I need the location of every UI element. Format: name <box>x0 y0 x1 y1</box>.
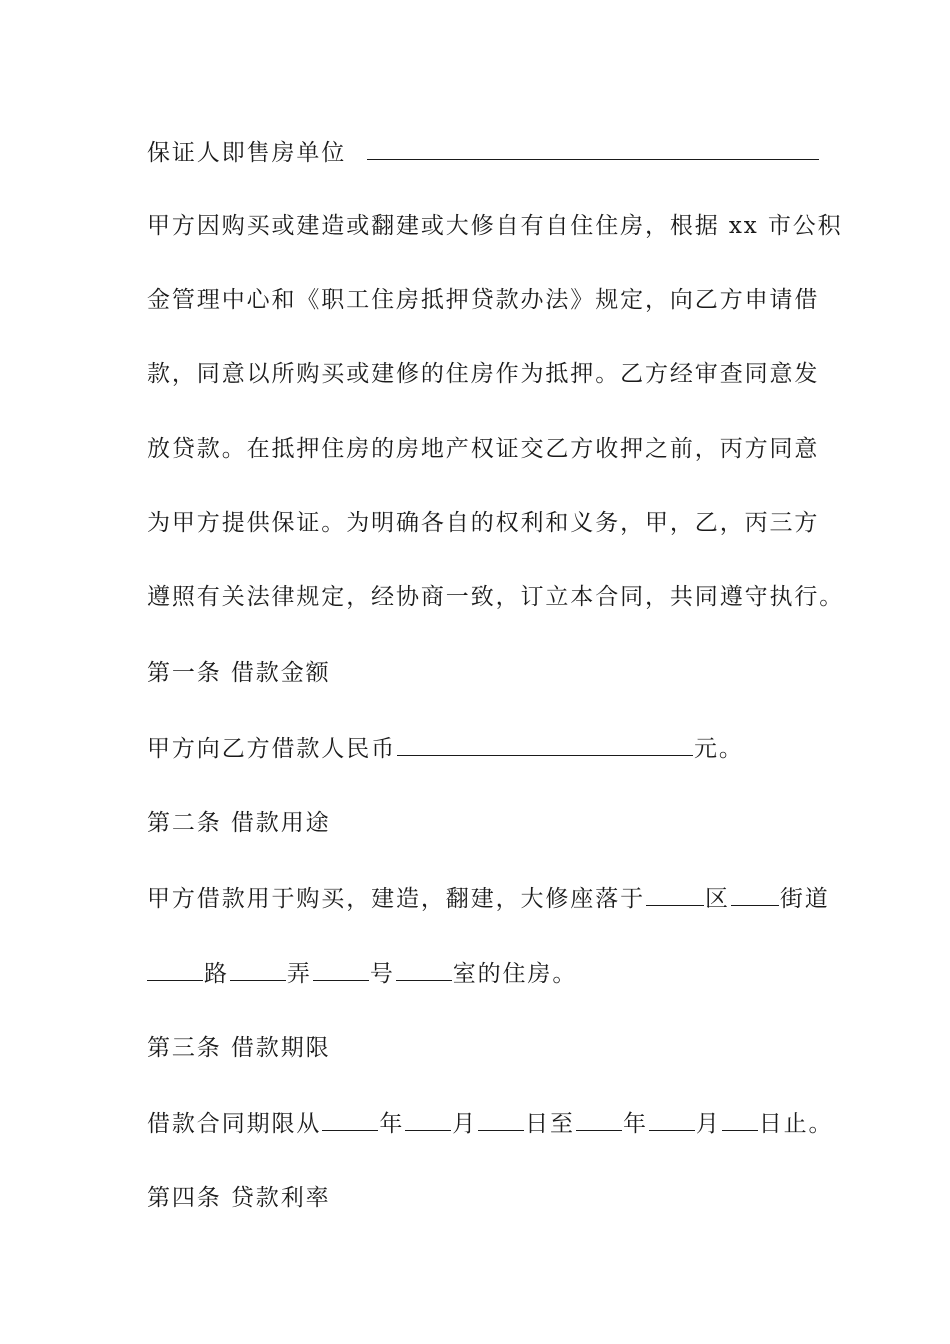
article1-text-after: 元。 <box>694 736 744 762</box>
preamble-line-5: 为甲方提供保证。为明确各自的权利和义务，甲，乙，丙三方 <box>147 510 820 536</box>
article2-line-2 <box>147 958 807 989</box>
room-suffix: 室的住房。 <box>452 961 578 987</box>
end-year-label: 年 <box>622 1111 648 1137</box>
article4-heading: 第四条 贷款利率 <box>147 1185 331 1211</box>
lane-label: 弄 <box>286 961 312 987</box>
end-day-label: 日止。 <box>758 1111 834 1137</box>
article3-term-line <box>147 1108 834 1139</box>
preamble-line-6: 遵照有关法律规定，经协商一致，订立本合同，共同遵守执行。 <box>147 584 845 610</box>
article3-heading: 第三条 借款期限 <box>147 1035 331 1061</box>
preamble-line-1: 甲方因购买或建造或翻建或大修自有自住住房，根据 xx 市公积 <box>147 213 843 239</box>
lane-blank[interactable] <box>230 958 286 981</box>
start-day-blank[interactable] <box>478 1108 524 1131</box>
district-label: 区 <box>705 886 730 912</box>
preamble-line-4: 放贷款。在抵押住房的房地产权证交乙方收押之前，丙方同意 <box>147 436 820 462</box>
article1-text-before: 甲方向乙方借款人民币 <box>147 736 396 762</box>
end-month-label: 月 <box>695 1111 721 1137</box>
end-month-blank[interactable] <box>649 1108 695 1131</box>
district-blank[interactable] <box>646 883 704 906</box>
article1-text <box>147 733 807 764</box>
article1-heading: 第一条 借款金额 <box>147 660 331 686</box>
road-blank[interactable] <box>147 958 203 981</box>
guarantor-line <box>147 137 807 168</box>
street-label: 街道 <box>779 886 830 912</box>
end-day-blank[interactable] <box>722 1108 758 1131</box>
room-blank[interactable] <box>396 958 452 981</box>
start-year-label: 年 <box>379 1111 405 1137</box>
article2-line-1 <box>147 883 830 914</box>
start-day-label: 日至 <box>525 1111 575 1137</box>
preamble-line-2: 金管理中心和《职工住房抵押贷款办法》规定，向乙方申请借 <box>147 287 820 313</box>
start-month-label: 月 <box>452 1111 478 1137</box>
end-year-blank[interactable] <box>576 1108 622 1131</box>
guarantor-blank[interactable] <box>367 137 819 160</box>
loan-amount-blank[interactable] <box>397 733 693 756</box>
term-prefix: 借款合同期限从 <box>147 1111 322 1137</box>
road-label: 路 <box>204 961 229 987</box>
number-label: 号 <box>369 961 395 987</box>
article2-heading: 第二条 借款用途 <box>147 810 331 836</box>
guarantor-label: 保证人即售房单位 <box>147 140 347 166</box>
start-year-blank[interactable] <box>322 1108 378 1131</box>
article2-purpose-text: 甲方借款用于购买，建造，翻建，大修座落于 <box>147 886 645 912</box>
start-month-blank[interactable] <box>405 1108 451 1131</box>
number-blank[interactable] <box>313 958 369 981</box>
street-blank[interactable] <box>731 883 779 906</box>
preamble-line-3: 款，同意以所购买或建修的住房作为抵押。乙方经审查同意发 <box>147 361 820 387</box>
